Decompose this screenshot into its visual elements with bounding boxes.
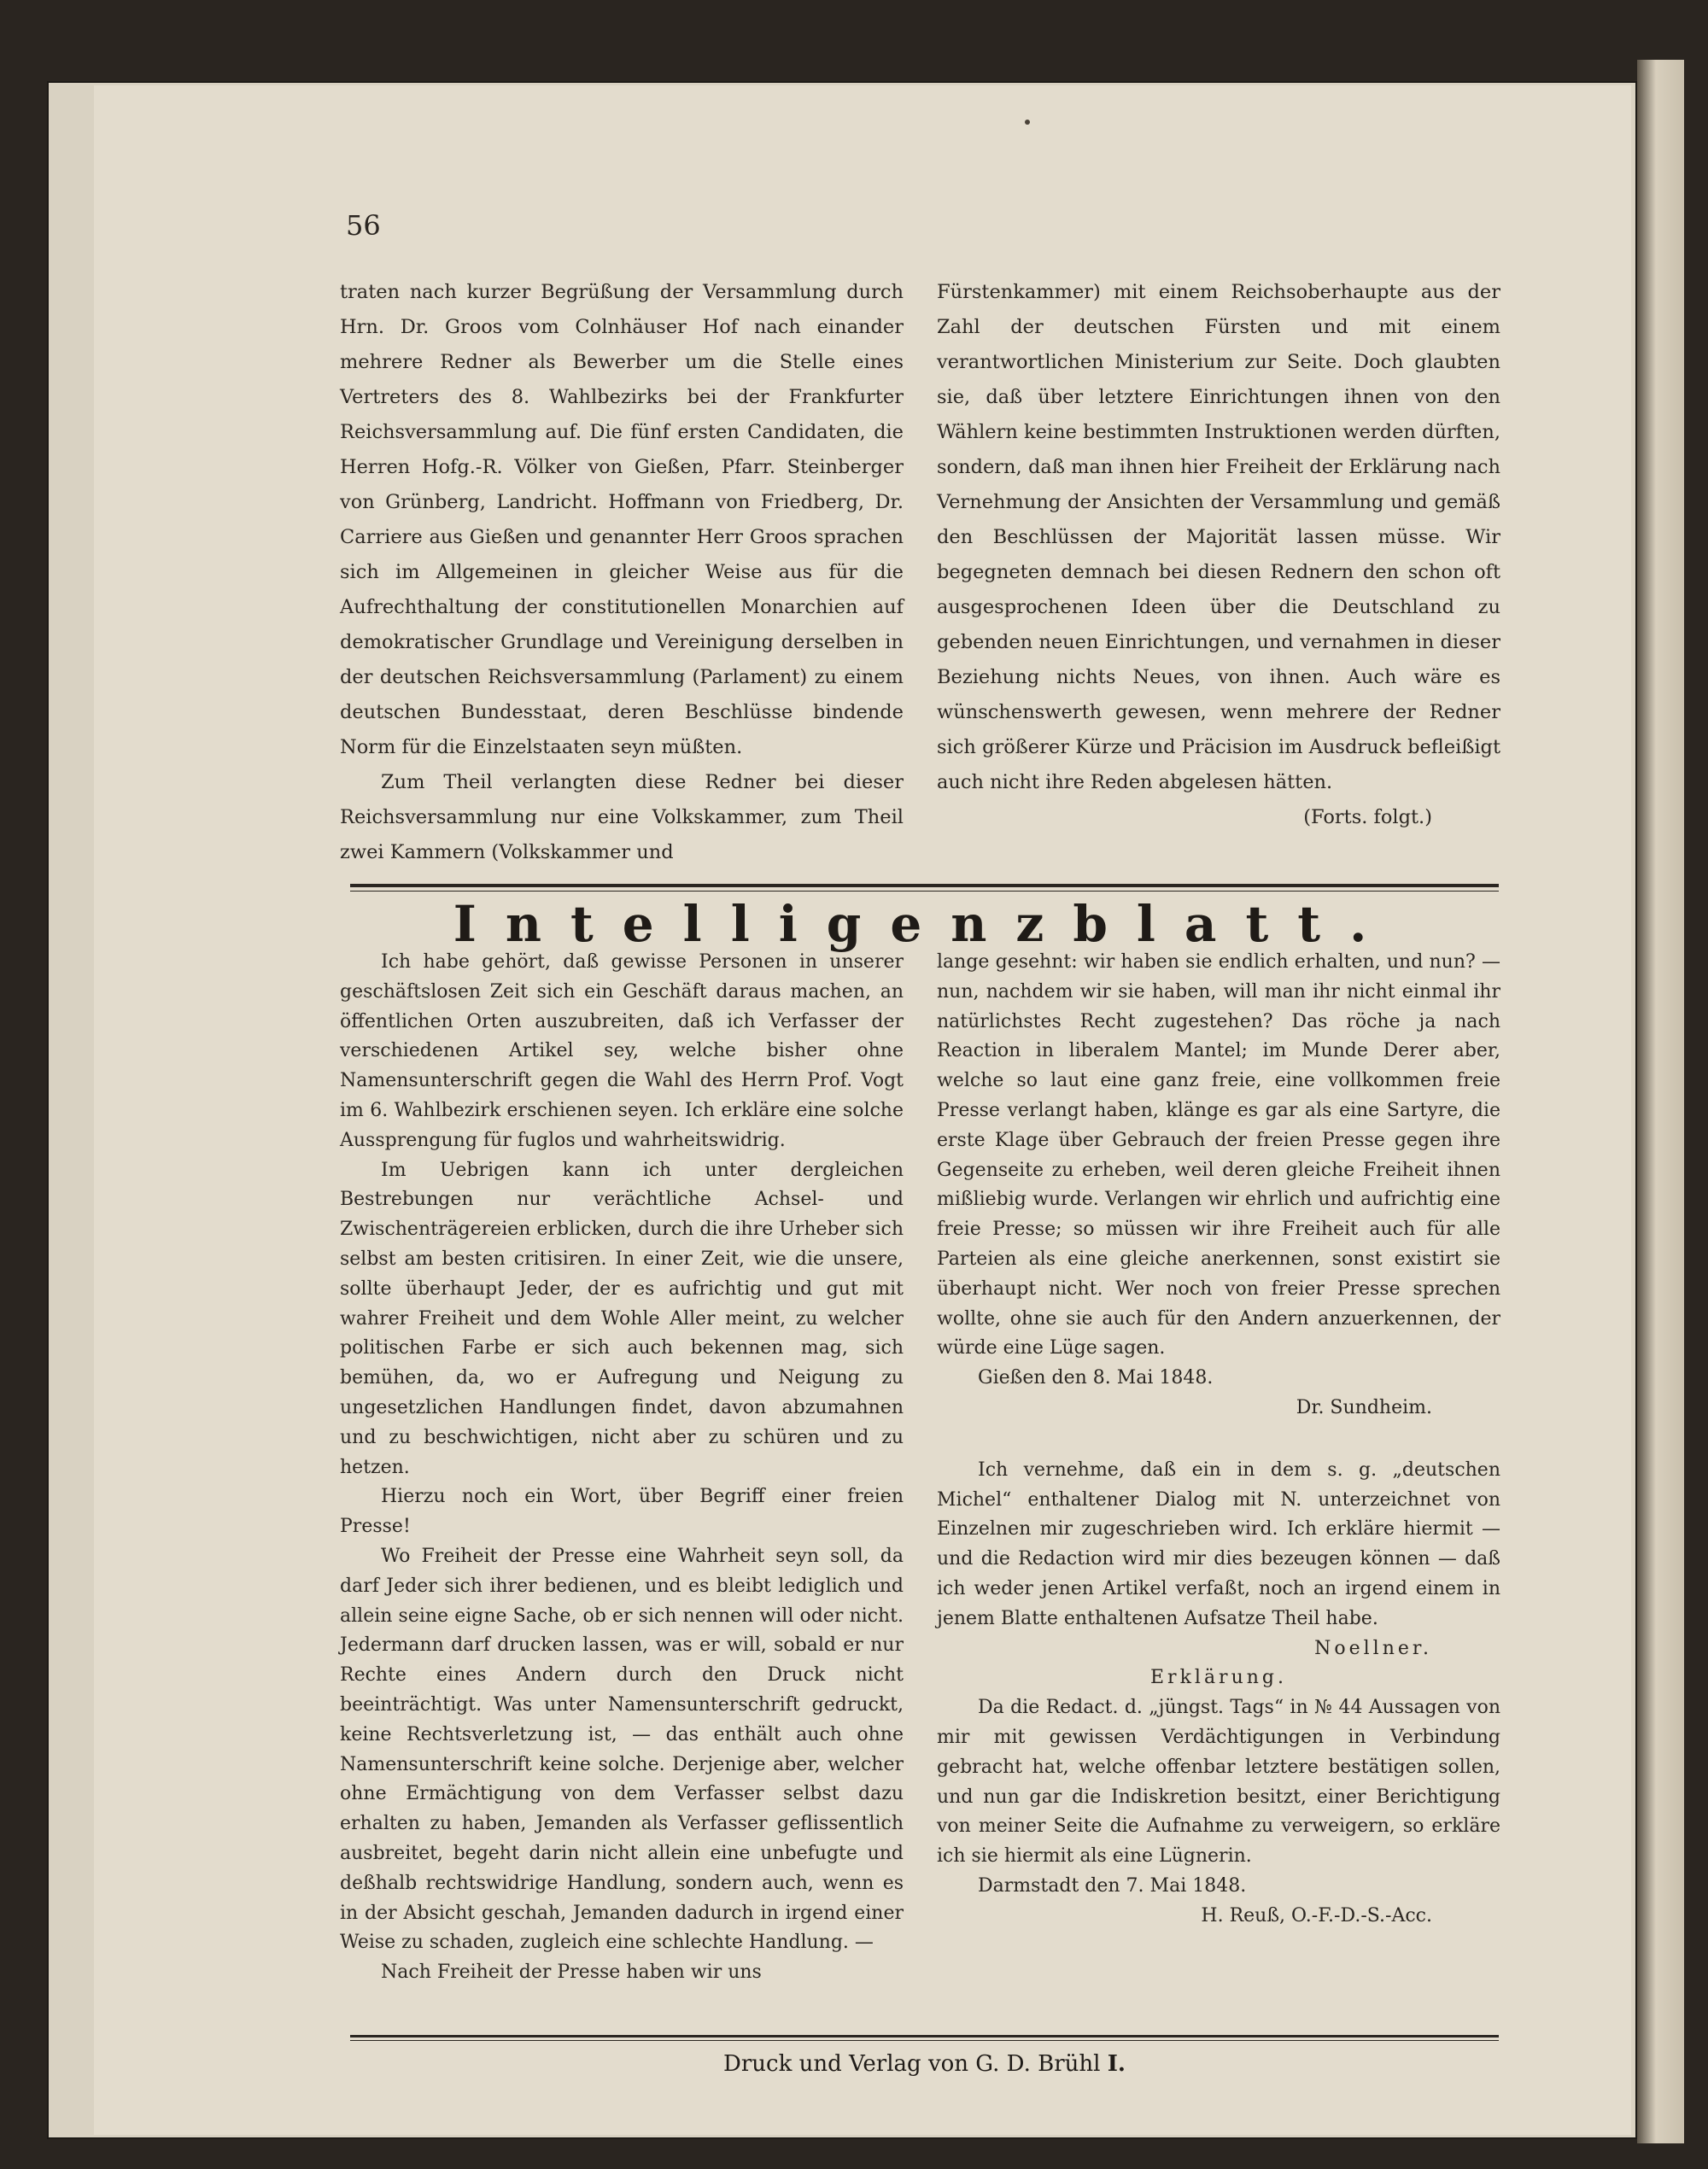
notice-paragraph: Ich vernehme, daß ein in dem s. g. „deutschen Michel“ enthaltener Dialog mit N. unterzeichnet von Einzelnen mir zugeschrieben wird. Ich erkläre hiermit — und die Redaction wird mir dies bezeugen können — daß ich weder jenen Artikel verfaßt, noch an irgend einem in jenem Blatte enthaltenen Aufsatze Theil habe. xyxy=(937,1459,1500,1629)
section-rule-thin xyxy=(350,891,1499,892)
notice-paragraph: Ich habe gehört, daß gewisse Personen in unserer geschäftslosen Zeit sich ein Geschäft daraus machen, an öffentlichen Orten auszubreiten, daß ich Verfasser der verschiedenen Artikel sey, welche bisher ohne Namensunterschrift gegen die Wahl des Herrn Prof. Vogt im 6. Wahlbezirk erschienen seyen. Ich erkläre eine solche Aussprengung für fuglos und wahrheitswidrig. xyxy=(340,951,904,1151)
article-paragraph: Fürstenkammer) mit einem Reichsoberhaupte aus der Zahl der deutschen Fürsten und mit einem verantwortlichen Ministerium zur Seite. Doch glaubten sie, daß über letztere Einrichtungen ihnen von den Wählern keine bestimmten Instruktionen werden dürften, sondern, daß man ihnen hier Freiheit der Erklärung nach Vernehmung der Ansichten der Versammlung und gemäß den Beschlüssen der Majorität lassen müsse. Wir begegneten demnach bei diesen Rednern den schon oft ausgesprochenen Ideen über die Deutschland zu gebenden neuen Einrichtungen, und vernahmen in dieser Beziehung nichts Neues, von ihnen. Auch wäre es wünschenswerth gewesen, wenn mehrere der Redner sich größerer Kürze und Präcision im Ausdruck befleißigt auch nicht ihre Reden abgelesen hätten. xyxy=(937,281,1501,793)
article-column-right xyxy=(937,275,1500,835)
notice-paragraph: Nach Freiheit der Presse haben wir uns xyxy=(381,1961,762,1984)
ink-spot xyxy=(1025,120,1030,125)
signature: Dr. Sundheim. xyxy=(1296,1396,1432,1418)
notice-column-right xyxy=(937,948,1500,1932)
notice-paragraph: Da die Redact. d. „jüngst. Tags“ in № 44 Aussagen von mir mit gewissen Verdächtigungen in Verbindung gebracht hat, welche offenbar letztere bestätigen sollen, und nun gar die Indiskretion besitzt, einer Berichtigung von meiner Seite die Aufnahme zu verweigern, so erkläre ich sie hiermit als eine Lügnerin. xyxy=(937,1697,1500,1868)
notice-paragraph: Hierzu noch ein Wort, über Begriff einer freien Presse! xyxy=(340,1486,904,1538)
masthead: Intelligenzblatt. xyxy=(453,895,1396,953)
imprint xyxy=(350,2051,1499,2077)
section-rule xyxy=(350,884,1499,887)
article-paragraph: Zum Theil verlangten diese Redner bei dieser Reichsversammlung nur eine Volkskammer, zum Theil zwei Kammern (Volkskammer und xyxy=(340,771,904,863)
imprint-suffix: I. xyxy=(1107,2051,1126,2077)
notice-column-left xyxy=(340,948,904,1988)
notice-heading: Erklärung. xyxy=(1150,1667,1287,1689)
imprint-text: Druck und Verlag von G. D. Brühl xyxy=(723,2051,1101,2077)
notice-paragraph: lange gesehnt: wir haben sie endlich erhalten, und nun? — nun, nachdem wir sie haben, will man ihr nicht einmal ihr natürlichstes Recht zugestehen? Das röche ja nach Reaction in liberalem Mantel; im Munde Derer aber, welche so laut eine ganz freie, eine vollkommen freie Presse verlangt haben, klänge es gar als eine Sartyre, die erste Klage über Gebrauch der freien Presse gegen ihre Gegenseite zu erheben, weil deren gleiche Freiheit ihnen mißliebig wurde. Verlangen wir ehrlich und aufrichtig eine freie Presse; so müssen wir ihre Freiheit auch für alle Parteien als eine gleiche anerkennen, sonst existirt sie überhaupt nicht. Wer noch von freier Presse sprechen wollte, ohne sie auch für den Andern anzuerkennen, der würde eine Lüge sagen. xyxy=(937,951,1500,1359)
place-date: Darmstadt den 7. Mai 1848. xyxy=(978,1874,1247,1897)
signature: H. Reuß, O.-F.-D.-S.-Acc. xyxy=(1201,1904,1432,1926)
signature: Noellner. xyxy=(1314,1637,1432,1659)
article-paragraph: traten nach kurzer Begrüßung der Versammlung durch Hrn. Dr. Groos vom Colnhäuser Hof nach einander mehrere Redner als Bewerber um die Stelle eines Vertreters des 8. Wahlbezirks bei der Frankfurter Reichsversammlung auf. Die fünf ersten Candidaten, die Herren Hofg.-R. Völker von Gießen, Pfarr. Steinberger von Grünberg, Landricht. Hoffmann von Friedberg, Dr. Carriere aus Gießen und genannter Herr Groos sprachen sich im Allgemeinen in gleicher Weise aus für die Aufrechthaltung der constitutionellen Monarchien auf demokratischer Grundlage und Vereinigung derselben in der deutschen Reichsversammlung (Parlament) zu einem deutschen Bundesstaat, deren Beschlüsse bindende Norm für die Einzelstaaten seyn müßten. xyxy=(340,281,904,758)
page-edge-right xyxy=(1637,60,1684,2143)
footer-rule xyxy=(350,2035,1499,2037)
place-date: Gießen den 8. Mai 1848. xyxy=(978,1367,1214,1389)
footer-rule-thin xyxy=(350,2040,1499,2041)
continued-note: (Forts. folgt.) xyxy=(1303,806,1432,828)
notice-paragraph: Wo Freiheit der Presse eine Wahrheit seyn soll, da darf Jeder sich ihrer bedienen, und es bleibt lediglich und allein seine eigne Sache, ob er sich nennen will oder nicht. Jedermann darf drucken lassen, was er will, sobald er nur Rechte eines Andern durch den Druck nicht beeinträchtigt. Was unter Namensunterschrift gedruckt, keine Rechtsverletzung ist, — das enthält auch ohne Namensunterschrift keine solche. Derjenige aber, welcher ohne Ermächtigung von dem Verfasser selbst dazu erhalten zu haben, Jemanden als Verfasser geflissentlich ausbreitet, begeht darin nicht allein eine unbefugte und deßhalb rechtswidrige Handlung, sondern auch, wenn es in der Absicht geschah, Jemanden dadurch in irgend einer Weise zu schaden, zugleich eine schlechte Handlung. — xyxy=(340,1545,904,1954)
notice-paragraph: Im Uebrigen kann ich unter dergleichen Bestrebungen nur verächtliche Achsel- und Zwischenträgereien erblicken, durch die ihre Urheber sich selbst am besten critisiren. In einer Zeit, wie die unsere, sollte überhaupt Jeder, der es aufrichtig und gut mit wahrer Freiheit und dem Wohle Aller meint, zu welcher politischen Farbe er sich auch bekennen mag, sich bemühen, da, wo er Aufregung und Neigung zu ungesetzlichen Handlungen findet, davon abzumahnen und zu beschwichtigen, nicht aber zu schüren und zu hetzen. xyxy=(340,1159,904,1478)
page-number: 56 xyxy=(346,209,381,242)
article-column-left xyxy=(340,275,904,870)
